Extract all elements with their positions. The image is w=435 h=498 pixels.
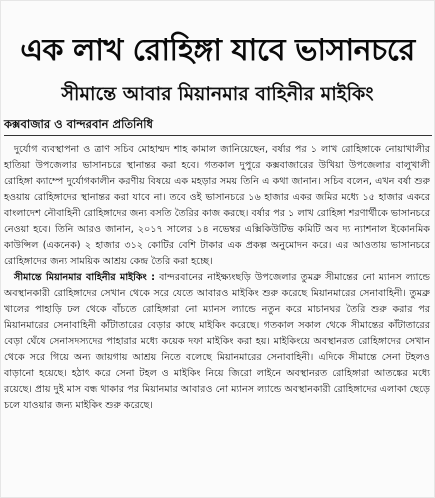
article-body: [4, 142, 430, 414]
article-headline: এক লাখ রোহিঙ্গা যাবে ভাসানচরে: [20, 33, 415, 68]
subsection-heading: সীমান্তে মিয়ানমার বাহিনীর মাইকিং :: [14, 272, 155, 283]
subsection-text: বান্দরবানের নাইক্ষ্যংছড়ি উপজেলার তুমব্রু সীমান্তের নো ম্যানস ল্যান্ডে অবস্থানকারী রোহিঙ্গাদের সেখান থেকে সরে যেতে আবারও মাইকিং শুরু করেছে মিয়ানমারের সেনাবাহিনী। তুমব্রু খালের পাহাড়ি ঢল থেকে বাঁচতে রোহিঙ্গারা নো ম্যানস ল্যান্ডে নতুন করে মাচানঘর তৈরি শুরু করার পর মিয়ানমারের সেনাবাহিনী কাঁটাতারের বেড়ার কাছে মাইকিং করেছে। গতকাল সকাল থেকে সীমান্তের কাঁটাতারের বেড়া ঘেঁষে সেনাসদস্যদের পাহারার মধ্যে কয়েক দফা মাইকিং করা হয়। মাইকিংয়ে অবস্থানরত রোহিঙ্গাদের সেখান থেকে সরে গিয়ে অন্য জায়গায় আশ্রয় নিতে বলেছে মিয়ানমারের সেনাবাহিনী। এদিকে সীমান্তে সেনা টহলও বাড়ানো হয়েছে। হঠাৎ করে সেনা টহল ও মাইকিং নিয়ে জিরো লাইনে অবস্থানরত রোহিঙ্গারা আতঙ্কের মধ্যে রয়েছে। প্রায় দুই মাস বন্ধ থাকার পর মিয়ানমার আবারও নো ম্যানস ল্যান্ডে অবস্থানকারী রোহিঙ্গাদের এলাকা ছেড়ে চলে যাওয়ার জন্য মাইকিং শুরু করেছে।: [4, 272, 430, 411]
article-paragraph-1: দুর্যোগ ব্যবস্থাপনা ও ত্রাণ সচিব মোহাম্মদ শাহ কামাল জানিয়েছেন, বর্ষার পর ১ লাখ রোহিঙ্গাকে নোয়াখালীর হাতিয়া উপজেলার ভাসানচরে স্থানান্তর করা হবে। গতকাল দুপুরে কক্সবাজারের উখিয়া উপজেলার বালুখালী রোহিঙ্গা ক্যাম্পে দুর্যোগকালীন করণীয় বিষয়ে এক মহড়ার সময় তিনি এ কথা জানান। সচিব বলেন, এখন বর্ষা শুরু হওয়ায় রোহিঙ্গাদের স্থানান্তর করা যাবে না। তবে ওই ভাসানচরে ১৬ হাজার একর জমির মধ্যে ১৫ হাজার একরে বাংলাদেশ নৌবাহিনী রোহিঙ্গাদের জন্য বসতি তৈরির কাজ করছে। বর্ষার পর ১ লাখ রোহিঙ্গা শরণার্থীকে ভাসানচরে নেওয়া হবে। তিনি আরও জানান, ২০১৭ সালের ১৪ নভেম্বর এক্সিকিউটিভ কমিটি অব দ্য ন্যাশনাল ইকোনমিক কাউন্সিল (একনেক) ২ হাজার ৩১২ কোটির বেশি টাকার এক প্রকল্প অনুমোদন করে। এর আওতায় ভাসানচরে রোহিঙ্গাদের জন্য সাময়িক আশ্রয় কেন্দ্র তৈরি করা হচ্ছে।: [4, 144, 430, 267]
article-paragraph-2: [4, 270, 430, 414]
byline-divider: [4, 135, 432, 136]
article-byline: কক্সবাজার ও বান্দরবান প্রতিনিধি: [4, 117, 153, 131]
article-subheadline: সীমান্তে আবার মিয়ানমার বাহিনীর মাইকিং: [61, 83, 374, 105]
